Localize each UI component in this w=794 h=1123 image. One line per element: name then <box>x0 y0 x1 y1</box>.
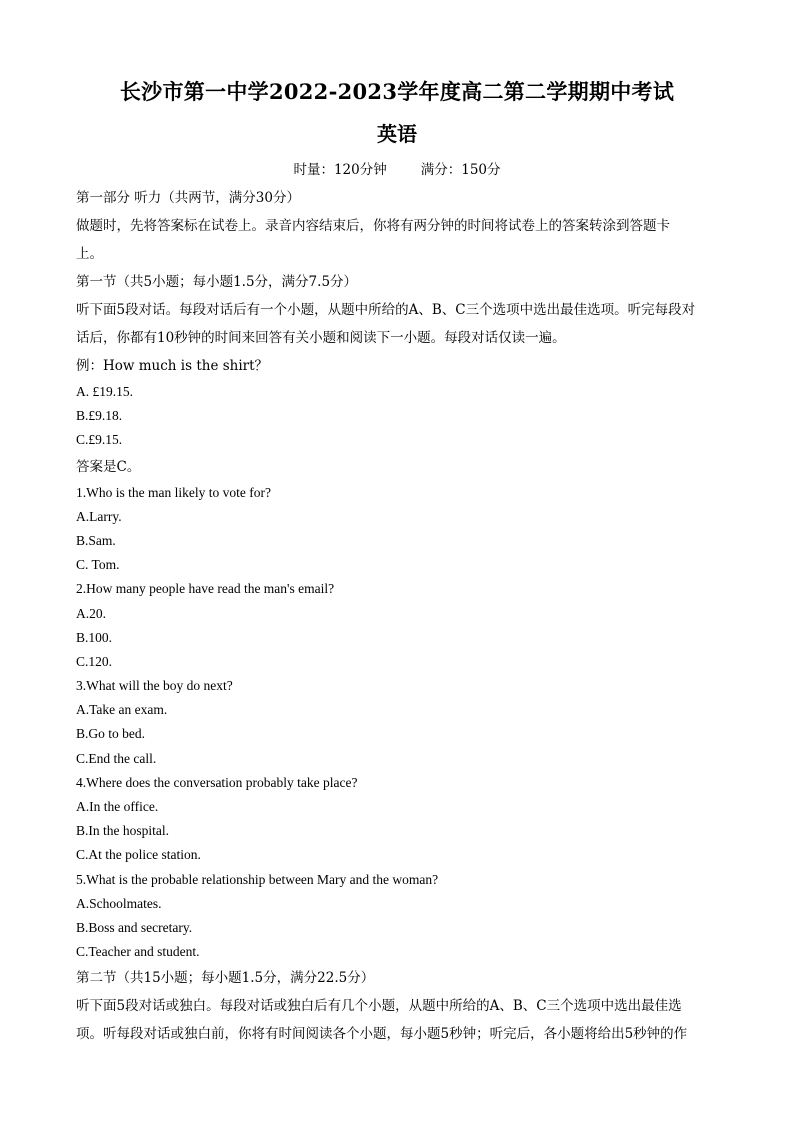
text-line: 上。 <box>76 246 103 262</box>
exam-meta <box>0 158 794 178</box>
text-line: C.At the police station. <box>76 847 201 863</box>
text-line: A. £19.15. <box>76 384 133 399</box>
text-line: B.100. <box>76 629 113 645</box>
text-line: B.Go to bed. <box>76 726 145 742</box>
text-line: 1.Who is the man likely to vote for? <box>76 484 271 500</box>
text-line: C. Tom. <box>76 557 120 573</box>
text-line: 2.How many people have read the man's email? <box>76 581 335 597</box>
text-line: A.Schoolmates. <box>76 895 162 911</box>
text-line: 话后，你都有10秒钟的时间来回答有关小题和阅读下一小题。每段对话仅读一遍。 <box>76 330 566 346</box>
text-line: A.In the office. <box>76 799 159 814</box>
text-line: A.Take an exam. <box>76 702 168 718</box>
text-line: 第二节（共15小题；每小题1.5分，满分22.5分） <box>76 970 375 987</box>
text-line: 4.Where does the conversation probably take place? <box>76 774 358 790</box>
text-line: 答案是C。 <box>76 458 141 475</box>
subject-title: 英语 <box>377 122 417 146</box>
full-score: 满分：150分 <box>420 162 501 178</box>
time-limit: 时量：120分钟 <box>293 162 387 178</box>
exam-title: 长沙市第一中学2022-2023学年度高二第二学期期中考试 <box>119 79 675 104</box>
text-line: B.Sam. <box>76 532 116 548</box>
text-line: C.£9.15. <box>76 432 123 448</box>
text-line: B.Boss and secretary. <box>76 919 193 935</box>
text-line: B.In the hospital. <box>76 823 169 839</box>
text-line: 做题时，先将答案标在试卷上。录音内容结束后，你将有两分钟的时间将试卷上的答案转涂到答题卡 <box>76 218 670 234</box>
text-line: C.End the call. <box>76 750 157 766</box>
text-line: A.20. <box>76 605 106 621</box>
text-line: 例：How much is the shirt？ <box>76 358 269 374</box>
text-line: 听下面5段对话。每段对话后有一个小题，从题中所给的A、B、C三个选项中选出最佳选项。听完每段对 <box>76 302 696 318</box>
text-line: 项。听每段对话或独白前，你将有时间阅读各个小题，每小题5秒钟；听完后，各小题将给出5秒钟的作 <box>76 1026 688 1043</box>
exam-body <box>76 184 726 1048</box>
text-line: A.Larry. <box>76 508 122 524</box>
text-line: B.£9.18. <box>76 408 123 424</box>
text-line: 听下面5段对话或独白。每段对话或独白后有几个小题，从题中所给的A、B、C三个选项中选出最佳选 <box>76 998 682 1015</box>
text-line: C.Teacher and student. <box>76 944 200 960</box>
text-line: 第一节（共5小题；每小题1.5分，满分7.5分） <box>76 274 358 290</box>
text-line: 第一部分 听力（共两节，满分30分） <box>76 190 300 206</box>
text-line: C.120. <box>76 653 113 669</box>
text-line: 3.What will the boy do next? <box>76 678 233 694</box>
text-line: 5.What is the probable relationship between Mary and the woman? <box>76 871 439 887</box>
